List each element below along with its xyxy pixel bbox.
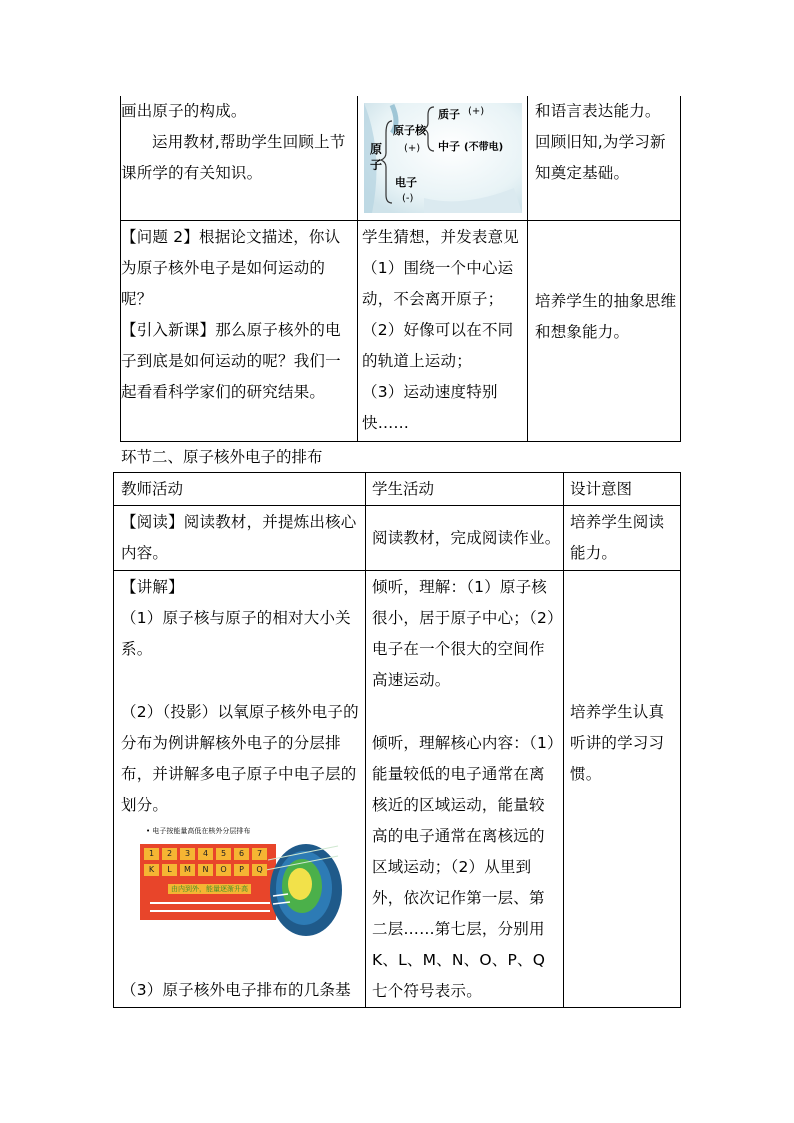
number-cell: 6 xyxy=(234,848,249,860)
top-row1-intent-cell xyxy=(535,96,677,189)
top-row2-intent-cell xyxy=(535,286,677,348)
neutron-label: 中子 xyxy=(438,140,460,153)
intent-line-2: 回顾旧知,为学习新知奠定基础。 xyxy=(535,133,666,182)
top-table-right-border xyxy=(680,96,681,442)
letter-cell: M xyxy=(180,864,195,876)
top-table-row-divider xyxy=(120,220,681,221)
s2-row-divider xyxy=(113,570,681,571)
reading-teacher-cell: 【阅读】阅读教材，并提炼出核心内容。 xyxy=(121,513,357,562)
atom-label: 原子 xyxy=(370,142,383,172)
shell-number-row xyxy=(144,848,267,860)
section-2-title: 环节二、原子核外电子的排布 xyxy=(121,448,323,466)
top-table-bottom-border xyxy=(120,441,681,442)
teacher-line-2: 运用教材,帮助学生回顾上节课所学的有关知识。 xyxy=(121,133,346,182)
student-guess-3: （3）运动速度特别快…… xyxy=(362,383,498,432)
intent-line-1: 和语言表达能力。 xyxy=(535,102,661,120)
top-row1-teacher-cell xyxy=(121,96,355,189)
atom-structure-diagram xyxy=(364,103,522,213)
s2-divider-2 xyxy=(563,472,564,1008)
header-design-intent: 设计意图 xyxy=(570,480,633,498)
explain-teacher-title: 【讲解】 xyxy=(121,578,184,596)
explain-student-p1: 倾听，理解：（1）原子核很小，居于原子中心；（2）电子在一个很大的空间作高速运动。 xyxy=(372,578,555,689)
s2-header-divider xyxy=(113,505,681,506)
question-2-text: 【问题 2】根据论文描述，你认为原子核外电子是如何运动的呢？ xyxy=(121,228,341,308)
number-cell: 5 xyxy=(216,848,231,860)
top-table-divider-2 xyxy=(527,96,528,442)
explain-student-p2: 倾听，理解核心内容：（1）能量较低的电子通常在离核近的区域运动，能量较高的电子通常在离核远的区域运动；（2）从里到外，依次记作第一层、第二层……第七层，分别用 K、L、M、N、O、P、Q 七个符号表示。 xyxy=(372,734,555,1000)
top-row2-teacher-cell xyxy=(121,222,355,408)
proton-charge: (+) xyxy=(468,106,485,117)
nucleus-label: 原子核 xyxy=(393,124,426,137)
number-cell: 7 xyxy=(252,848,267,860)
letter-cell: L xyxy=(162,864,177,876)
proton-label: 质子 xyxy=(438,108,460,121)
s2-right-border xyxy=(680,472,681,1008)
s2-bottom-border xyxy=(113,1007,681,1008)
teacher-line-1: 画出原子的构成。 xyxy=(121,102,247,120)
letter-cell: K xyxy=(144,864,159,876)
electron-shell-graphic xyxy=(138,826,350,938)
top-row2-student-cell xyxy=(362,222,524,439)
energy-arrow-shaft xyxy=(150,902,270,904)
energy-arrow-label: 由内到外，能量逐渐升高 xyxy=(168,884,251,894)
nucleus-charge: (+) xyxy=(404,143,421,154)
neutron-charge: (不带电) xyxy=(464,142,504,153)
number-cell: 3 xyxy=(180,848,195,860)
header-student-activity: 学生活动 xyxy=(372,480,435,498)
student-guess-heading: 学生猜想，并发表意见 xyxy=(362,228,520,246)
intro-new-lesson-text: 【引入新课】那么原子核外的电子到底是如何运动的呢？我们一起看看科学家们的研究结果。 xyxy=(121,321,341,401)
shell-letter-row xyxy=(144,864,267,876)
abstract-thinking-intent: 培养学生的抽象思维和想象能力。 xyxy=(535,292,677,341)
explain-intent: 培养学生认真听讲的学习习惯。 xyxy=(570,703,665,783)
s2-top-border xyxy=(113,472,681,473)
explain-teacher-p3: （3）原子核外电子排布的几条基 xyxy=(121,981,351,999)
reading-intent-cell: 培养学生阅读能力。 xyxy=(570,513,665,562)
s2-divider-1 xyxy=(365,472,366,1008)
number-cell: 4 xyxy=(198,848,213,860)
electron-label: 电子 xyxy=(395,176,417,189)
letter-cell: P xyxy=(234,864,249,876)
letter-cell: Q xyxy=(252,864,267,876)
nucleus-core xyxy=(288,868,312,900)
number-cell: 1 xyxy=(144,848,159,860)
explain-teacher-p1: （1）原子核与原子的相对大小关系。 xyxy=(121,609,351,658)
student-guess-1: （1）围绕一个中心运动，不会离开原子； xyxy=(362,259,514,308)
header-teacher-activity: 教师活动 xyxy=(121,480,184,498)
letter-cell: N xyxy=(198,864,213,876)
s2-left-border xyxy=(113,472,114,1008)
figure-caption: • 电子按能量高低在核外分层排布 xyxy=(146,827,251,835)
number-cell: 2 xyxy=(162,848,177,860)
electron-charge: (-) xyxy=(402,193,414,204)
student-guess-2: （2）好像可以在不同的轨道上运动； xyxy=(362,321,514,370)
electron-shell-figure xyxy=(138,826,350,938)
explain-teacher-p2: （2）（投影）以氧原子核外电子的分布为例讲解核外电子的分层排布，并讲解多电子原子中电子层的划分。 xyxy=(121,703,359,814)
reading-student-cell: 阅读教材，完成阅读作业。 xyxy=(372,529,561,547)
energy-arrow-shaft-2 xyxy=(150,910,270,912)
letter-cell: O xyxy=(216,864,231,876)
top-table-divider-1 xyxy=(357,96,358,442)
